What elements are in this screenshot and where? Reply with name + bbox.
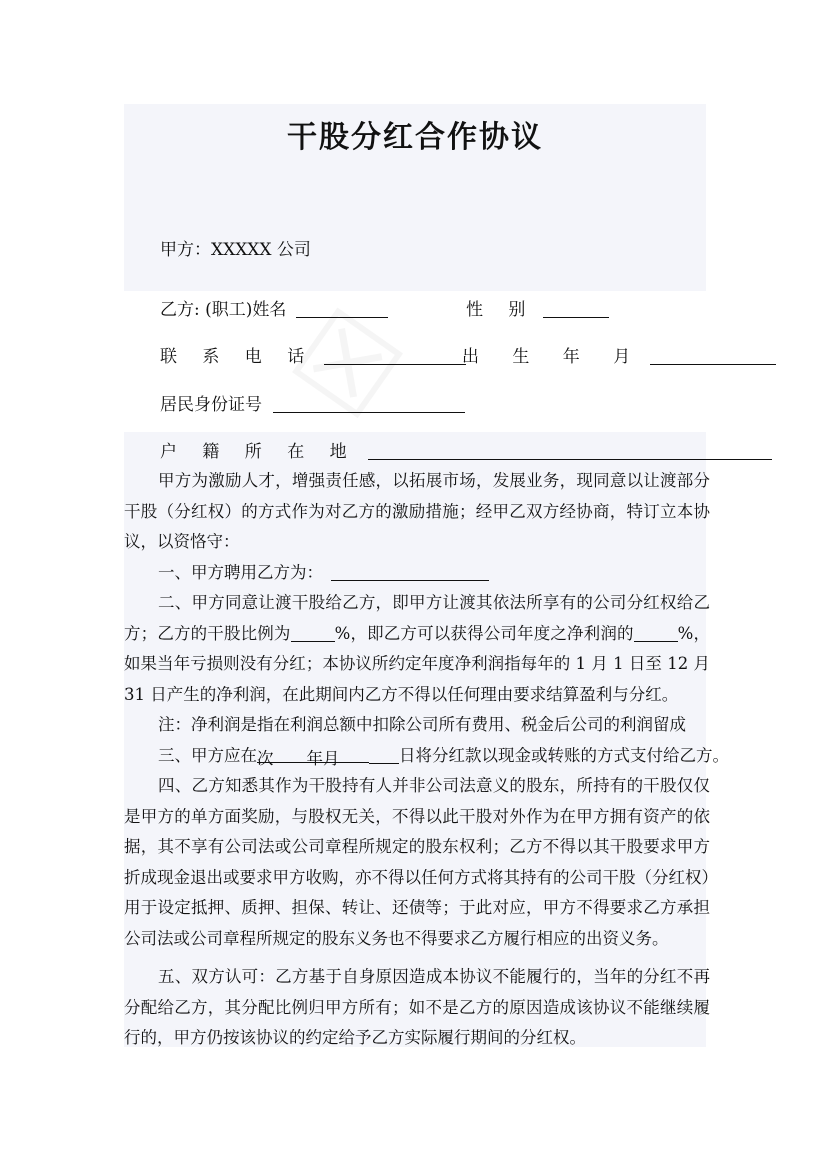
share-ratio-blank[interactable] [291,623,335,642]
clause-3-text: 日将分红款以现金或转账的方式支付给乙方。 [399,745,729,765]
intro-paragraph [124,466,729,1054]
clause-4-line: 折成现金退出或要求甲方收购，亦不得以任何方式将其持有的公司干股（分红权） [124,867,718,887]
intro-line: 干股（分红权）的方式作为对乙方的激励措施；经甲乙双方经协商，特订立本协 [124,501,710,521]
month-blank[interactable] [323,744,369,768]
year-text: 次 年 [257,748,323,768]
party-a-label: 甲方：XXXXX 公司 [160,240,311,260]
party-a-line [160,239,311,261]
clause-3-line [124,741,729,772]
clause-2-line [124,619,710,650]
day-blank[interactable] [369,745,399,764]
clause-5-line: 分配给乙方，其分配比例归甲方所有；如不是乙方的原因造成该协议不能继续履 [124,997,710,1017]
gender-line [466,299,609,321]
phone-label: 联 系 电 话 [160,347,315,367]
clause-2-text: %， [677,623,711,643]
birth-label: 出 生 年 月 [462,347,645,367]
party-b-label: 乙方: (职工)姓名 [160,300,287,320]
phone-blank[interactable] [324,346,466,365]
hukou-line [160,441,772,463]
intro-line: 议，以资恪守： [124,532,240,551]
clause-3-text: 三、甲方应在 [158,745,257,765]
clause-2-text: %，即乙方可以获得公司年度之净利润的 [334,623,634,643]
clause-2-line: 31 日产生的净利润，在此期间内乙方不得以任何理由要求结算盈利与分红。 [124,684,679,704]
id-line [160,394,465,416]
clause-5-line: 五、双方认可：乙方基于自身原因造成本协议不能履行的，当年的分红不再 [158,967,710,986]
clause-5-line: 行的，甲方仍按该协议的约定给予乙方实际履行期间的分红权。 [124,1028,586,1047]
phone-line [160,346,466,368]
name-blank[interactable] [296,299,388,318]
document-title: 干股分红合作协议 [287,120,543,155]
clause-4-line: 用于设定抵押、质押、担保、转让、还债等；于此对应，甲方不得要求乙方承担 [124,898,710,917]
year-blank[interactable] [257,744,323,768]
party-b-name-line [160,299,388,321]
clause-4-line: 公司法或公司章程所规定的股东义务也不得要求乙方履行相应的出资义务。 [124,928,669,948]
clause-2-line: 二、甲方同意让渡干股给乙方，即甲方让渡其依法所享有的公司分红权给乙 [158,593,710,612]
clause-4-line: 是甲方的单方面奖励，与股权无关，不得以此干股对外作为在甲方拥有资产的依 [124,806,710,826]
gender-blank[interactable] [543,299,609,318]
id-blank[interactable] [273,394,465,413]
intro-line: 甲方为激励人才，增强责任感，以拓展市场，发展业务，现同意以让渡部分 [158,471,710,490]
clause-2-text: 方；乙方的干股比例为 [124,623,291,643]
clause-4-line: 四、乙方知悉其作为干股持有人并非公司法意义的股东，所持有的干股仅仅 [158,776,710,795]
clause-4-line: 据，其不享有公司法或公司章程所规定的股东权利；乙方不得以其干股要求甲方 [124,837,710,856]
month-text: 月 [323,748,340,768]
clause-1-text: 一、甲方聘用乙方为： [158,562,323,582]
hukou-label: 户 籍 所 在 地 [160,442,357,462]
note-line: 注：净利润是指在利润总额中扣除公司所有费用、税金后公司的利润留成 [158,715,686,734]
hukou-blank[interactable] [368,441,772,460]
clause-2-line: 如果当年亏损则没有分红；本协议所约定年度净利润指每年的 1 月 1 日至 12 月 [124,654,710,673]
birth-blank[interactable] [650,346,776,365]
clause-1 [124,558,710,589]
id-label: 居民身份证号 [160,395,262,415]
birth-line [462,346,776,368]
profit-ratio-blank[interactable] [634,623,678,642]
gender-label: 性 别 [466,300,536,320]
position-blank[interactable] [331,562,489,581]
